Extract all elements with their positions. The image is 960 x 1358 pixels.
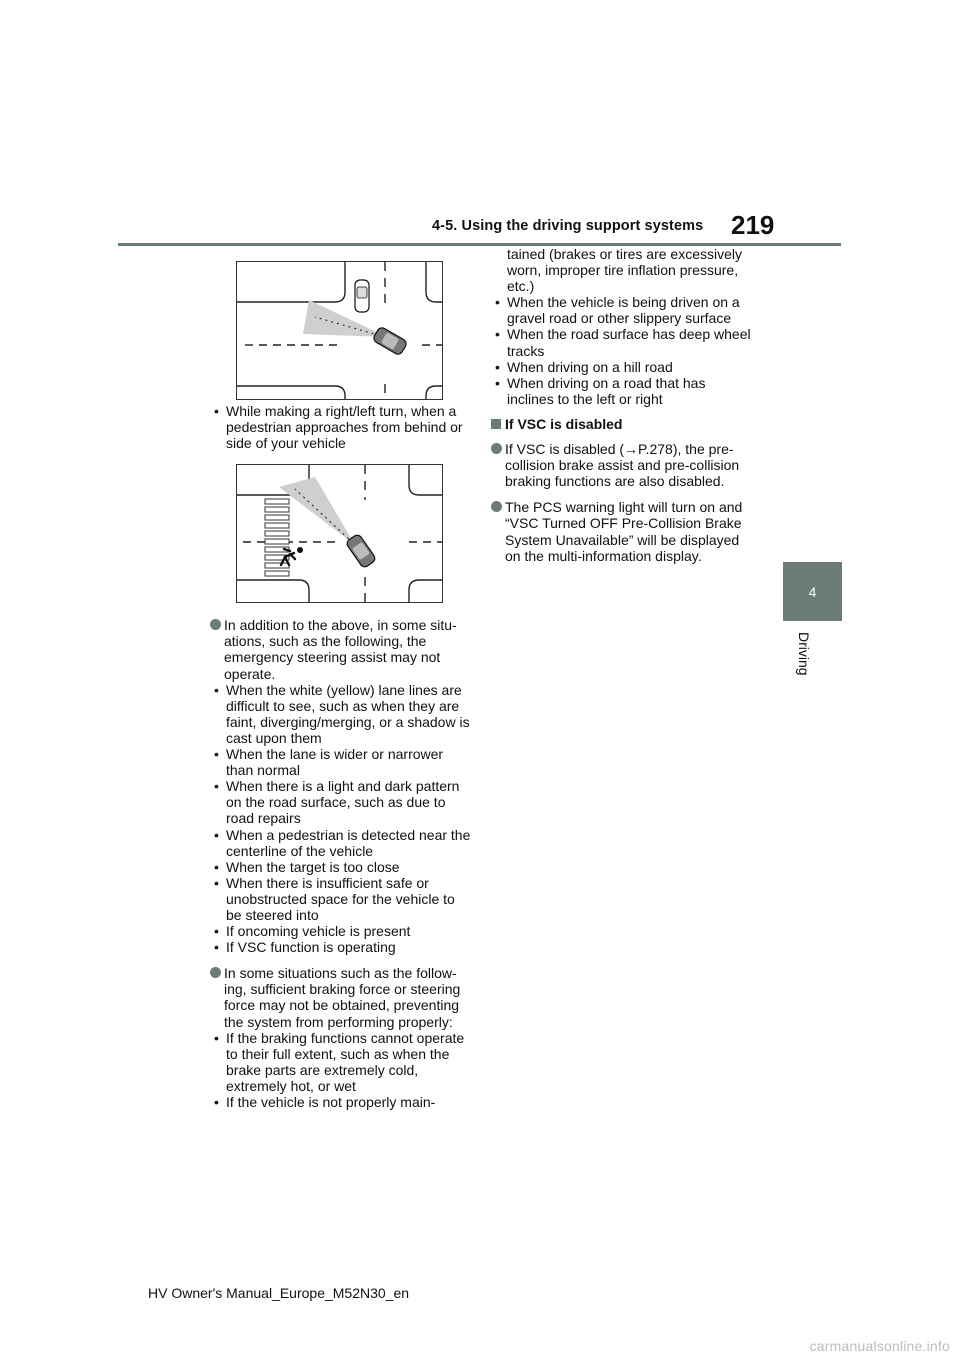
turning-vehicle-illustration (236, 261, 443, 400)
braking-force-note (210, 965, 472, 1029)
manual-footer: HV Owner's Manual_Europe_M52N30_en (148, 1285, 410, 1301)
circle-bullet-icon (491, 443, 502, 454)
list-item: • If the vehicle is not properly main- (210, 1094, 472, 1110)
chapter-label: Driving (796, 632, 812, 676)
vsc-disabled-heading: If VSC is disabled (491, 416, 756, 432)
list-item: • If oncoming vehicle is present (210, 923, 472, 939)
bullet-turn-condition: • While making a right/left turn, when a pedestrian approaches from behind or side of your vehicle (210, 403, 472, 451)
continuation-text: tained (brakes or tires are excessively worn, improper tire inflation pressure, etc.) (507, 246, 742, 295)
intersection-diagram (237, 262, 442, 399)
list-item: • When driving on a road that has inclines to the left or right (491, 375, 756, 407)
braking-force-intro: In some situations such as the follow-ing, sufficient braking force or steering force may not be obtained, preventing the system from performing properly: (224, 965, 461, 1030)
list-item: • When the white (yellow) lane lines are difficult to see, such as when they are faint, diverging/merging, or a shadow is cast upon them (210, 682, 472, 746)
right-column (491, 246, 756, 564)
list-item: • If the braking functions cannot operate to their full extent, such as when the brake parts are extremely cold, extremely hot, or wet (210, 1030, 472, 1094)
vsc-disabled-note (491, 441, 756, 489)
circle-bullet-icon (210, 619, 221, 630)
emergency-steering-intro: In addition to the above, in some situ-ations, such as the following, the emergency steering assist may not operate. (224, 617, 457, 682)
square-bullet-icon (491, 419, 501, 429)
list-item: • When driving on a hill road (491, 359, 756, 375)
chapter-tab (783, 562, 842, 621)
list-item: • When the lane is wider or narrower than normal (210, 746, 472, 778)
pcs-warning-note (491, 499, 756, 563)
chapter-number: 4 (808, 583, 817, 600)
page-number: 219 (731, 210, 775, 240)
list-item: • When the road surface has deep wheel tracks (491, 326, 756, 358)
list-item: • If VSC function is operating (210, 939, 472, 955)
pcs-warning-text: The PCS warning light will turn on and “VSC Turned OFF Pre-Collision Brake System Unavailable” will be displayed on the multi-information display. (505, 499, 743, 564)
circle-bullet-icon (491, 501, 502, 512)
left-column (210, 403, 472, 1110)
emergency-steering-note (210, 617, 472, 681)
vsc-disabled-text: If VSC is disabled (→P.278), the pre-collision brake assist and pre-collision braking functions are also disabled. (505, 441, 740, 490)
site-watermark: carmanualsonline.info (809, 1338, 950, 1354)
list-item: • When the target is too close (210, 859, 472, 875)
list-item: • When there is insufficient safe or unobstructed space for the vehicle to be steered into (210, 875, 472, 923)
list-item: • When a pedestrian is detected near the centerline of the vehicle (210, 827, 472, 859)
list-item: • When there is a light and dark pattern on the road surface, such as due to road repairs (210, 778, 472, 826)
section-title: 4-5. Using the driving support systems (432, 218, 704, 234)
circle-bullet-icon (210, 967, 221, 978)
list-item: • When the vehicle is being driven on a gravel road or other slippery surface (491, 294, 756, 326)
